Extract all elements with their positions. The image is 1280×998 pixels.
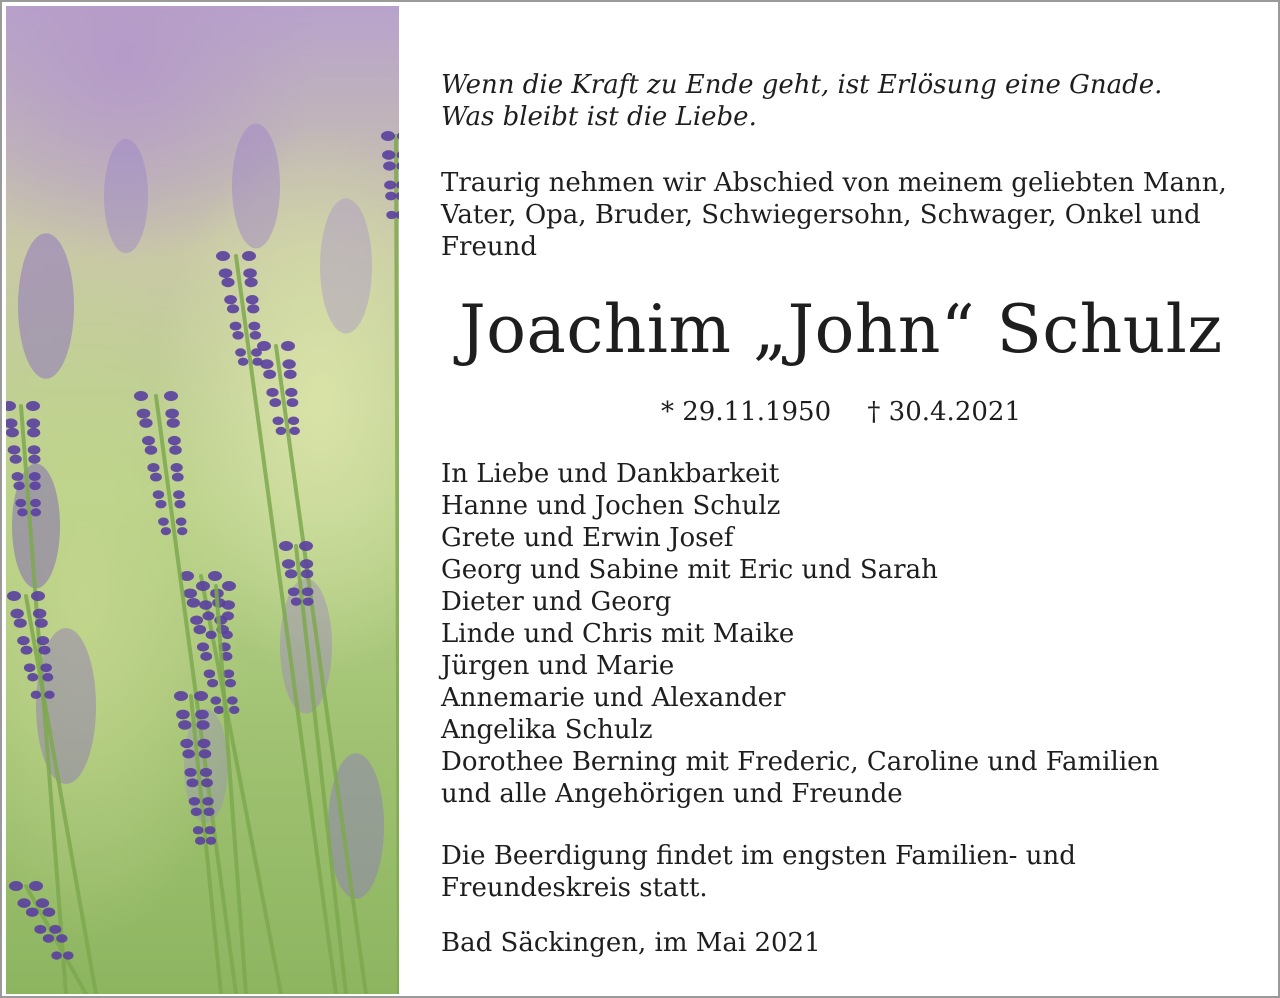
lavender-floret: [196, 581, 210, 591]
lavender-floret: [63, 951, 74, 959]
lavender-floret: [260, 359, 273, 369]
lavender-floret: [10, 455, 22, 464]
lavender-floret: [225, 679, 236, 688]
lavender-floret: [385, 192, 396, 201]
lavender-floret: [29, 481, 40, 490]
lavender-floret: [49, 925, 61, 934]
lavender-floret: [289, 427, 300, 435]
lavender-floret: [17, 636, 30, 645]
lavender-floret: [195, 710, 209, 720]
lavender-floret: [8, 445, 21, 454]
lavender-stem: [396, 136, 399, 994]
lavender-floret: [196, 720, 209, 730]
lavender-floret: [31, 691, 42, 699]
lavender-floret: [203, 808, 214, 817]
lavender-floret: [182, 749, 195, 758]
lavender-floret: [266, 388, 278, 397]
lavender-floret: [206, 631, 217, 640]
funeral-line-2: Freundeskreis statt.: [441, 873, 708, 903]
lavender-floret: [197, 642, 209, 651]
lavender-floret: [165, 409, 179, 419]
lavender-floret: [202, 797, 213, 806]
lavender-floret: [147, 463, 159, 472]
lavender-floret: [30, 499, 41, 507]
lavender-floret: [7, 591, 21, 601]
lavender-floret: [164, 391, 178, 401]
lavender-floret: [142, 436, 155, 445]
lavender-floret: [134, 391, 148, 401]
life-dates: [441, 395, 1241, 429]
lavender-floret: [6, 401, 16, 411]
lavender-floret: [27, 418, 41, 428]
funeral-line-1: Die Beerdigung findet im engsten Familien- und: [441, 841, 1076, 871]
lavender-floret: [206, 837, 216, 845]
lavender-floret: [386, 211, 397, 219]
lavender-floret: [168, 436, 181, 445]
lavender-floret: [34, 925, 46, 934]
mourner-line: Angelika Schulz: [441, 715, 653, 745]
lavender-floret: [221, 278, 234, 288]
lavender-floret: [199, 600, 212, 610]
lavender-floret: [184, 768, 196, 777]
intro-line-3: Freund: [441, 232, 537, 262]
lavender-floret: [384, 180, 396, 189]
lavender-floret: [222, 581, 236, 591]
lavender-floret: [242, 251, 256, 261]
lavender-floret: [153, 490, 164, 499]
lavender-floret: [287, 398, 299, 407]
lavender-floret: [216, 251, 230, 261]
lavender-floret: [17, 898, 30, 908]
lavender-floret: [243, 268, 257, 278]
lavender-floret: [210, 696, 221, 704]
lavender-floret: [180, 739, 193, 748]
lavender-floret: [12, 472, 24, 481]
mourner-line: Jürgen und Marie: [441, 651, 675, 681]
lavender-floret: [201, 778, 213, 787]
lavender-floret: [169, 445, 182, 454]
lavender-floret: [299, 541, 313, 551]
lavender-floret: [222, 631, 233, 640]
lavender-floret: [139, 418, 152, 428]
lavender-floret: [204, 669, 215, 678]
lavender-floret: [199, 749, 212, 758]
lavender-floret: [42, 673, 53, 682]
lavender-floret: [145, 445, 158, 454]
lavender-floret: [44, 691, 55, 699]
lavender-floret: [230, 322, 242, 331]
blurred-blossom: [232, 124, 280, 249]
mourner-line: und alle Angehörigen und Freunde: [441, 779, 903, 809]
lavender-flowers-image: [6, 6, 399, 994]
mourner-line: Hanne und Jochen Schulz: [441, 491, 781, 521]
lavender-floret: [288, 587, 300, 596]
lavender-floret: [269, 398, 281, 407]
lavender-floret: [176, 517, 187, 525]
lavender-floret: [36, 898, 49, 908]
lavender-floret: [208, 571, 222, 581]
lavender-floret: [26, 908, 39, 917]
lavender-floret: [301, 569, 313, 578]
lavender-floret: [382, 150, 395, 160]
lavender-floret: [246, 295, 259, 304]
lavender-floret: [189, 797, 200, 806]
lavender-floret: [21, 646, 33, 655]
lavender-floret: [10, 609, 23, 619]
lavender-floret: [37, 636, 50, 645]
intro-line-2: Vater, Opa, Bruder, Schwiegersohn, Schwager, Onkel und: [441, 200, 1201, 230]
lavender-floret: [187, 598, 200, 608]
quote-line-1: Wenn die Kraft zu Ende geht, ist Erlösung eine Gnade.: [441, 70, 1163, 100]
lavender-floret: [173, 490, 184, 499]
lavender-floret: [282, 559, 295, 569]
lavender-floret: [56, 934, 67, 943]
blurred-blossom: [18, 233, 74, 379]
lavender-floret: [137, 409, 151, 419]
place-and-date: Bad Säckingen, im Mai 2021: [441, 928, 821, 958]
lavender-floret: [279, 541, 293, 551]
lavender-floret: [31, 508, 41, 516]
lavender-floret: [224, 295, 237, 304]
lavender-floret: [383, 161, 396, 170]
lavender-floret: [247, 304, 259, 313]
lavender-floret: [248, 322, 260, 331]
lavender-floret: [167, 418, 180, 428]
lavender-floret: [235, 348, 246, 356]
lavender-floret: [285, 388, 297, 397]
intro-line-1: Traurig nehmen wir Abschied von meinem geliebten Mann,: [441, 168, 1227, 198]
lavender-floret: [198, 739, 211, 748]
lavender-floret: [28, 445, 41, 454]
lavender-floret: [27, 428, 40, 438]
quote-line-2: Was bleibt ist die Liebe.: [441, 102, 757, 132]
mourner-line: In Liebe und Dankbarkeit: [441, 459, 780, 489]
lavender-floret: [24, 663, 36, 672]
lavender-floret: [14, 618, 27, 628]
lavender-floret: [193, 826, 204, 834]
lavender-floret: [33, 609, 47, 619]
lavender-floret: [27, 673, 38, 682]
lavender-floret: [29, 881, 43, 891]
lavender-floret: [15, 499, 26, 507]
lavender-floret: [238, 358, 248, 366]
lavender-floret: [227, 696, 238, 704]
lavender-floret: [9, 881, 23, 891]
blurred-blossom: [320, 198, 372, 333]
lavender-floret: [273, 416, 284, 425]
lavender-floret: [158, 517, 169, 525]
lavender-floret: [219, 268, 233, 278]
lavender-floret: [172, 473, 184, 482]
lavender-floret: [43, 908, 56, 917]
lavender-floret: [276, 427, 287, 435]
lavender-floret: [288, 416, 299, 425]
lavender-floret: [381, 131, 395, 141]
lavender-floret: [250, 331, 261, 340]
lavender-floret: [281, 341, 295, 351]
lavender-photo: [6, 6, 399, 994]
birth-date: * 29.11.1950: [661, 397, 832, 427]
lavender-floret: [229, 706, 239, 714]
deceased-name: Joachim „John“ Schulz: [459, 291, 1223, 368]
lavender-floret: [191, 808, 202, 817]
lavender-floret: [155, 500, 166, 509]
lavender-floret: [174, 500, 185, 509]
mourner-line: Grete und Erwin Josef: [441, 523, 734, 553]
lavender-floret: [200, 768, 212, 777]
lavender-floret: [300, 559, 313, 569]
lavender-floret: [13, 481, 24, 490]
death-date: † 30.4.2021: [867, 397, 1021, 427]
lavender-floret: [29, 472, 41, 481]
mourner-line: Linde und Chris mit Maike: [441, 619, 795, 649]
lavender-floret: [35, 618, 48, 628]
lavender-floret: [40, 663, 52, 672]
mourner-line: Dieter und Georg: [441, 587, 672, 617]
lavender-floret: [150, 473, 162, 482]
lavender-floret: [51, 951, 62, 959]
lavender-floret: [205, 826, 216, 834]
blurred-blossom: [104, 139, 148, 253]
lavender-floret: [187, 778, 199, 787]
lavender-floret: [282, 359, 295, 369]
lavender-floret: [257, 341, 271, 351]
mourner-line: Annemarie und Alexander: [441, 683, 786, 713]
lavender-floret: [200, 652, 212, 661]
lavender-floret: [222, 611, 234, 620]
lavender-floret: [31, 591, 45, 601]
lavender-floret: [177, 527, 187, 535]
lavender-floret: [171, 463, 183, 472]
lavender-floret: [194, 625, 207, 634]
lavender-floret: [291, 597, 302, 605]
lavender-floret: [39, 646, 51, 655]
lavender-stem: [26, 886, 86, 994]
lavender-floret: [302, 587, 314, 596]
lavender-floret: [174, 691, 188, 701]
lavender-floret: [222, 600, 235, 610]
lavender-floret: [284, 370, 297, 379]
lavender-floret: [285, 569, 297, 578]
lavender-floret: [232, 331, 243, 340]
lavender-floret: [28, 455, 40, 464]
lavender-floret: [245, 278, 258, 288]
lavender-floret: [43, 934, 54, 943]
lavender-floret: [190, 615, 203, 624]
mourner-line: Georg und Sabine mit Eric und Sarah: [441, 555, 938, 585]
lavender-floret: [178, 720, 191, 730]
lavender-floret: [214, 706, 224, 714]
lavender-floret: [6, 428, 19, 438]
lavender-floret: [202, 611, 214, 620]
lavender-floret: [207, 679, 218, 688]
lavender-floret: [6, 418, 17, 428]
lavender-floret: [303, 597, 314, 605]
lavender-floret: [26, 401, 40, 411]
lavender-floret: [161, 527, 171, 535]
lavender-floret: [263, 370, 276, 379]
lavender-floret: [183, 588, 197, 598]
lavender-floret: [227, 304, 239, 313]
lavender-floret: [176, 710, 190, 720]
lavender-floret: [17, 508, 27, 516]
lavender-floret: [194, 691, 208, 701]
lavender-floret: [195, 837, 205, 845]
mourner-line: Dorothee Berning mit Frederic, Caroline und Familien: [441, 747, 1160, 777]
